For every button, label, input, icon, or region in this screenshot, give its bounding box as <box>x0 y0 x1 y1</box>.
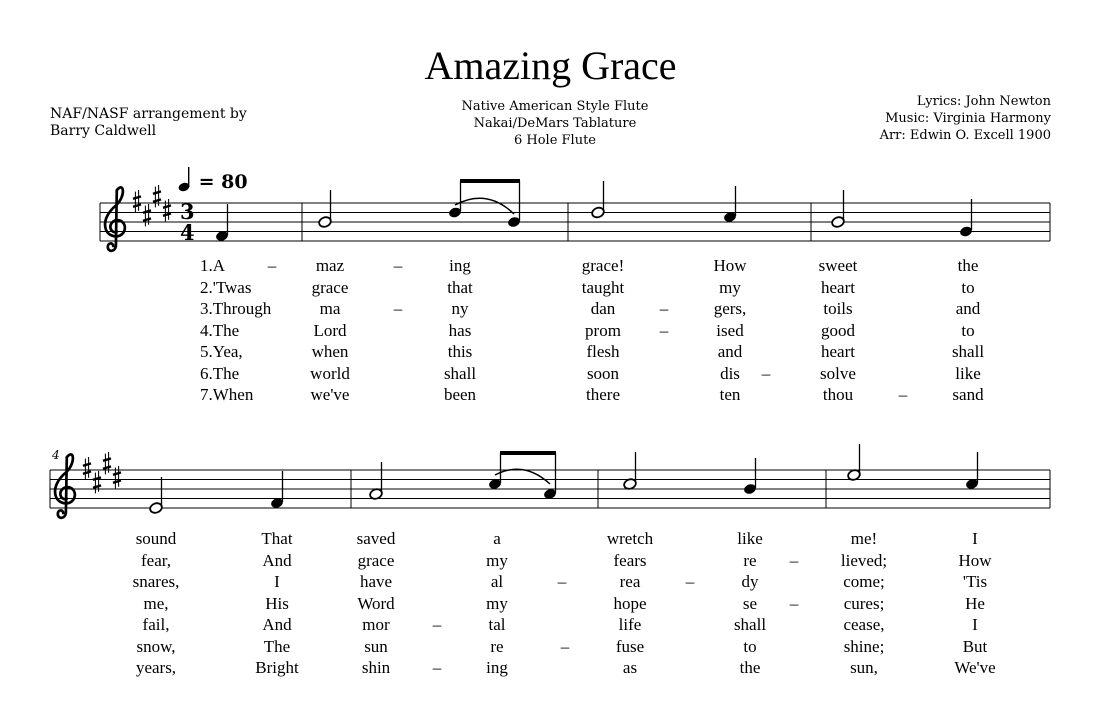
lyric-syllable: as <box>622 658 638 677</box>
lyric-syllable: have <box>359 572 393 591</box>
lyric-syllable: toils <box>823 299 853 318</box>
lyric-syllable: grace! <box>581 256 625 275</box>
lyric-syllable: ten <box>719 385 741 404</box>
lyric-syllable: there <box>586 385 620 404</box>
lyric-syllable: Word <box>357 593 395 613</box>
lyric-syllable: lieved; <box>840 550 888 570</box>
lyric-syllable: to <box>743 636 757 656</box>
time-signature <box>180 199 195 245</box>
lyric-syllable: has <box>448 320 472 340</box>
lyric-syllable: maz <box>315 256 345 275</box>
lyric-hyphen: – <box>432 658 442 677</box>
lyric-syllable: fears <box>613 550 647 570</box>
lyric-syllable: 1.A <box>200 256 226 275</box>
lyric-hyphen: – <box>267 256 277 275</box>
lyric-syllable: we've <box>310 385 350 404</box>
lyric-syllable: fuse <box>615 636 645 656</box>
lyric-syllable: prom <box>585 320 621 340</box>
lyric-syllable: se <box>742 593 758 613</box>
lyric-syllable: grace <box>357 550 395 570</box>
lyric-syllable: snow, <box>136 636 176 656</box>
lyric-syllable: grace <box>311 277 349 297</box>
lyric-syllable: dy <box>741 572 759 591</box>
lyric-syllable: I <box>274 572 280 591</box>
lyric-syllable: rea <box>619 572 641 591</box>
lyric-syllable: How <box>958 550 992 570</box>
lyric-syllable: sun <box>364 636 388 656</box>
lyric-hyphen: – <box>898 385 908 404</box>
lyric-syllable: my <box>486 593 508 613</box>
lyric-hyphen: – <box>432 615 442 634</box>
lyric-hyphen: – <box>659 320 669 340</box>
lyric-syllable: dis <box>720 363 740 383</box>
lyric-hyphen: – <box>685 572 695 591</box>
lyric-syllable: a <box>493 529 501 548</box>
lyric-syllable: like <box>737 529 763 548</box>
lyric-syllable: His <box>265 593 289 613</box>
lyric-hyphen: – <box>659 299 669 318</box>
instrument-line: Nakai/DeMars Tablature <box>473 116 637 131</box>
lyric-hyphen: – <box>761 363 771 383</box>
lyric-syllable: gers, <box>713 299 747 318</box>
lyric-syllable: shall <box>443 363 477 383</box>
lyric-syllable: the <box>739 658 761 677</box>
lyric-hyphen: – <box>560 636 570 656</box>
lyric-syllable: shall <box>951 342 985 361</box>
lyric-syllable: 4.The <box>200 320 240 340</box>
lyric-syllable: But <box>962 636 988 656</box>
staff-system-1 <box>100 181 1050 251</box>
lyric-syllable: taught <box>581 277 625 297</box>
lyric-syllable: fail, <box>142 615 170 634</box>
lyric-syllable: years, <box>135 658 177 677</box>
instrument-line: 6 Hole Flute <box>513 133 597 148</box>
lyric-syllable: 7.When <box>200 385 254 404</box>
lyric-syllable: my <box>719 277 741 297</box>
lyric-syllable: ing <box>449 256 471 275</box>
lyric-syllable: sun, <box>850 658 878 677</box>
lyric-syllable: ma <box>319 299 341 318</box>
lyric-syllable: al <box>490 572 504 591</box>
lyric-syllable: 2.'Twas <box>200 277 252 297</box>
lyric-syllable: He <box>965 593 985 613</box>
measure-number: 4 <box>52 448 60 462</box>
lyric-syllable: Lord <box>313 320 347 340</box>
lyric-syllable: and <box>955 299 981 318</box>
lyric-syllable: thou <box>822 385 854 404</box>
credit-line: Lyrics: John Newton <box>916 94 1051 109</box>
lyric-syllable: wretch <box>606 529 654 548</box>
lyric-syllable: like <box>955 363 981 383</box>
lyric-syllable: soon <box>586 363 620 383</box>
lyric-syllable: and <box>717 342 743 361</box>
lyric-syllable: cures; <box>843 593 885 613</box>
lyric-syllable: shine; <box>843 636 885 656</box>
time-sig-denominator: 4 <box>180 220 195 245</box>
lyric-syllable: 6.The <box>200 363 240 383</box>
lyric-syllable: heart <box>821 277 855 297</box>
lyric-syllable: I <box>972 529 978 548</box>
lyric-hyphen: – <box>393 299 403 318</box>
lyric-syllable: come; <box>843 572 885 591</box>
lyric-syllable: hope <box>613 593 647 613</box>
lyric-syllable: re <box>743 550 757 570</box>
lyric-syllable: sand <box>952 385 984 404</box>
lyric-syllable: that <box>447 277 473 297</box>
lyric-syllable: How <box>713 256 747 275</box>
lyric-syllable: ised <box>716 320 744 340</box>
lyric-syllable: sweet <box>818 256 858 275</box>
lyric-syllable: Bright <box>255 658 299 677</box>
lyric-syllable: flesh <box>586 342 620 361</box>
lyric-syllable: saved <box>356 529 396 548</box>
time-sig-numerator: 3 <box>180 199 195 224</box>
lyric-syllable: when <box>311 342 349 361</box>
lyric-syllable: snares, <box>132 572 180 591</box>
lyric-syllable: cease, <box>843 615 885 634</box>
lyric-syllable: ny <box>451 299 469 318</box>
lyric-hyphen: – <box>789 550 799 570</box>
lyric-syllable: dan <box>590 299 616 318</box>
lyric-syllable: mor <box>362 615 390 634</box>
lyric-syllable: ing <box>486 658 508 677</box>
lyric-hyphen: – <box>393 256 403 275</box>
lyric-syllable: me! <box>850 529 878 548</box>
key-signature <box>83 452 121 493</box>
lyric-syllable: to <box>961 277 975 297</box>
lyric-hyphen: – <box>789 593 799 613</box>
lyric-syllable: I <box>972 615 978 634</box>
credit-line: Arr: Edwin O. Excell 1900 <box>879 128 1051 143</box>
lyric-syllable: re <box>490 636 504 656</box>
lyric-hyphen: – <box>557 572 567 591</box>
lyric-syllable: life <box>618 615 642 634</box>
lyric-syllable: heart <box>821 342 855 361</box>
lyric-syllable: We've <box>954 658 996 677</box>
lyric-syllable: this <box>447 342 473 361</box>
lyric-syllable: solve <box>820 363 856 383</box>
lyric-syllable: shin <box>361 658 391 677</box>
arranger-line: Barry Caldwell <box>50 123 157 139</box>
credit-line: Music: Virginia Harmony <box>885 111 1051 126</box>
lyric-syllable: The <box>263 636 291 656</box>
instrument-line: Native American Style Flute <box>461 99 649 114</box>
page-title: Amazing Grace <box>424 43 677 88</box>
lyric-syllable: been <box>443 385 477 404</box>
lyric-syllable: fear, <box>141 550 171 570</box>
lyric-syllable: 'Tis <box>962 572 988 591</box>
lyric-syllable: And <box>262 615 292 634</box>
lyric-syllable: me, <box>143 593 169 613</box>
staff-system-2 <box>50 444 1050 518</box>
lyric-syllable: to <box>961 320 975 340</box>
arranger-line: NAF/NASF arrangement by <box>50 106 247 122</box>
lyric-syllable: the <box>957 256 979 275</box>
lyric-syllable: tal <box>488 615 506 634</box>
lyric-syllable: sound <box>135 529 177 548</box>
lyric-syllable: 5.Yea, <box>200 342 243 361</box>
key-signature <box>133 185 171 226</box>
lyric-syllable: good <box>821 320 855 340</box>
lyric-syllable: world <box>310 363 350 383</box>
tempo-value: = 80 <box>198 171 248 193</box>
lyric-syllable: my <box>486 550 508 570</box>
notes <box>215 181 973 242</box>
lyric-syllable: 3.Through <box>200 299 272 318</box>
lyric-syllable: That <box>261 529 293 548</box>
lyric-syllable: And <box>262 550 292 570</box>
lyric-syllable: shall <box>733 615 767 634</box>
